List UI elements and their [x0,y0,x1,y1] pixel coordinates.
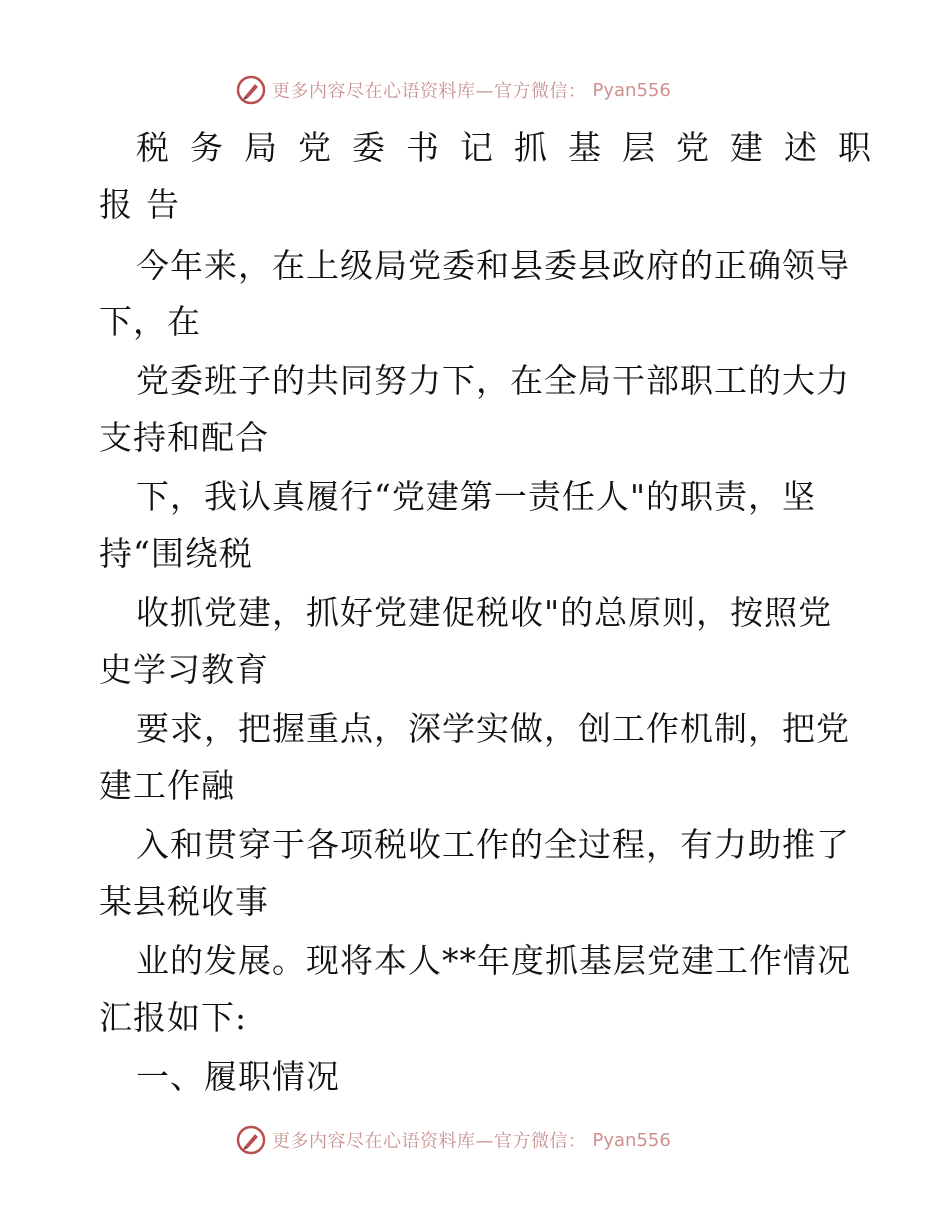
paragraph-line: 收抓党建，抓好党建促税收"的总原则，按照党 [136,593,833,632]
paragraph-line: 下，我认真履行“党建第一责任人"的职责，坚 [136,477,817,516]
watermark-header [236,72,671,108]
paragraph-line: 建工作融 [99,766,235,805]
paragraph-line: 今年来，在上级局党委和县委县政府的正确领导 [136,246,850,285]
paragraph-line: 要求，把握重点，深学实做，创工作机制，把党 [136,709,850,748]
watermark-wechat-id: Pyan556 [592,79,671,101]
section-heading: 一、履职情况 [136,1057,340,1096]
document-title-line-1: 税务局党委书记抓基层党建述职 [136,128,892,167]
paragraph-line: 党委班子的共同努力下，在全局干部职工的大力 [136,361,850,400]
watermark-text: 更多内容尽在心语资料库—官方微信： [272,81,587,102]
pen-logo-icon [236,1125,266,1155]
paragraph-line: 入和贯穿于各项税收工作的全过程，有力助推了 [136,825,850,864]
paragraph-line: 汇报如下: [99,998,248,1037]
paragraph-line: 史学习教育 [99,650,269,689]
watermark-footer [236,1122,671,1158]
paragraph-line: 下，在 [99,302,201,341]
paragraph-line: 持“围绕税 [99,534,253,573]
watermark-wechat-id: Pyan556 [592,1129,671,1151]
document-title-line-2: 报告 [99,185,193,224]
paragraph-line: 业的发展。现将本人**年度抓基层党建工作情况 [136,941,851,980]
paragraph-line: 支持和配合 [99,418,269,457]
pen-logo-icon [236,75,266,105]
watermark-text: 更多内容尽在心语资料库—官方微信： [272,1131,587,1152]
paragraph-line: 某县税收事 [99,882,269,921]
